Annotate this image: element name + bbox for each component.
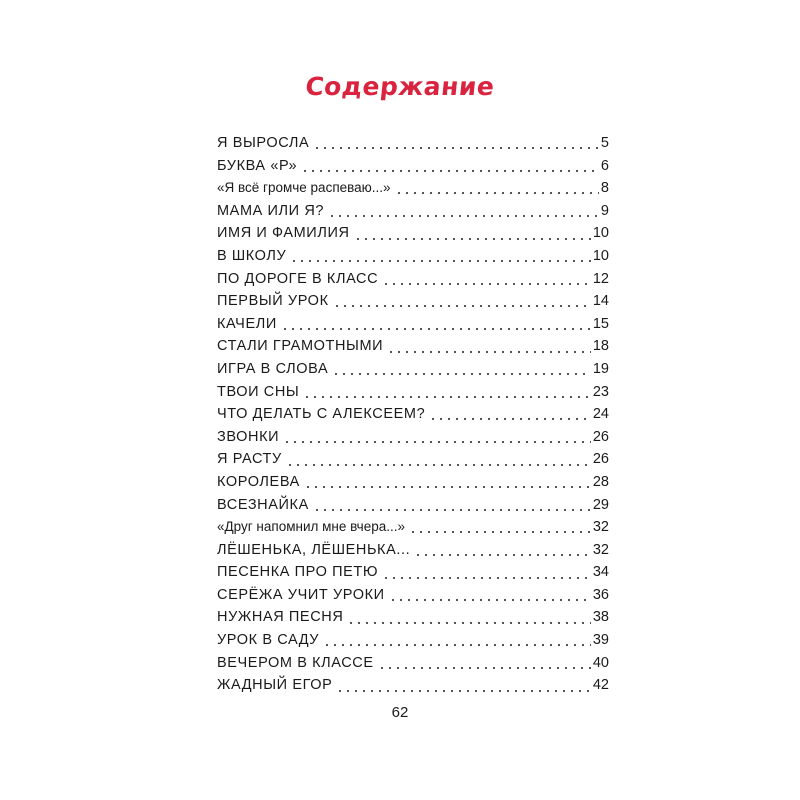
dot-leader: [336, 689, 590, 693]
toc-entry-page-number: 38: [592, 609, 609, 626]
toc-entry-title: ВЕЧЕРОМ В КЛАССЕ: [217, 654, 374, 671]
dot-leader: [313, 146, 599, 150]
toc-entry-title: СТАЛИ ГРАМОТНЫМИ: [217, 338, 384, 355]
toc-entry-title: Я РАСТУ: [217, 451, 282, 468]
toc-entry-title: «Друг напомнил мне вчера...»: [217, 519, 405, 535]
toc-entry-title: ЖАДНЫЙ ЕГОР: [217, 677, 333, 694]
toc-entry-page-number: 36: [592, 586, 609, 603]
toc-entry: [217, 426, 609, 449]
toc-entry-title: ЗВОНКИ: [217, 428, 280, 445]
toc-entry-page-number: 32: [592, 519, 609, 536]
dot-leader: [382, 282, 591, 286]
dot-leader: [313, 508, 591, 512]
toc-entry-page-number: 34: [592, 564, 609, 581]
toc-entry-title: ТВОИ СНЫ: [217, 383, 300, 400]
toc-entry: [217, 313, 609, 336]
toc-entry-page-number: 8: [600, 180, 609, 197]
toc-entry: [217, 290, 609, 313]
toc-entry-page-number: 26: [592, 451, 609, 468]
dot-leader: [354, 237, 591, 241]
toc-entry-page-number: 5: [600, 135, 609, 151]
toc-entry-title: ИМЯ И ФАМИЛИЯ: [217, 225, 350, 242]
toc-entry-page-number: 39: [592, 632, 609, 649]
page-title: Содержание: [303, 72, 497, 101]
dot-leader: [304, 485, 591, 489]
toc-entry: [217, 448, 609, 471]
toc-entry: [217, 471, 609, 494]
toc-entry: [217, 155, 609, 178]
toc-entry-page-number: 6: [600, 157, 609, 174]
dot-leader: [395, 191, 599, 195]
toc-entry: [217, 177, 609, 200]
toc-entry-title: ЧТО ДЕЛАТЬ С АЛЕКСЕЕМ?: [217, 406, 426, 423]
toc-entry-title: ПЕСЕНКА ПРО ПЕТЮ: [217, 564, 379, 581]
toc-entry: [217, 539, 609, 562]
toc-entry-page-number: 26: [592, 428, 609, 445]
toc-entry: [217, 629, 609, 652]
toc-entry-title: ЛЁШЕНЬКА, ЛЁШЕНЬКА...: [217, 541, 411, 558]
toc-entry: [217, 674, 609, 697]
toc-entry-title: КАЧЕЛИ: [217, 315, 277, 332]
toc-entry: [217, 268, 609, 291]
toc-entry-title: ПО ДОРОГЕ В КЛАСС: [217, 270, 379, 287]
dot-leader: [323, 643, 591, 647]
toc-entry-page-number: 15: [592, 315, 609, 332]
toc-entry-page-number: 42: [592, 677, 609, 694]
toc-entry-page-number: 23: [592, 383, 609, 400]
dot-leader: [281, 327, 591, 331]
toc-entry: [217, 358, 609, 381]
toc-entry-title: ВСЕЗНАЙКА: [217, 496, 309, 513]
toc-entry: [217, 561, 609, 584]
toc-entry-title: ПЕРВЫЙ УРОК: [217, 293, 329, 310]
dot-leader: [429, 417, 591, 421]
dot-leader: [387, 350, 591, 354]
toc-entry: [217, 381, 609, 404]
toc-entry-page-number: 32: [592, 541, 609, 558]
toc-entry: [217, 132, 609, 155]
toc-entry: [217, 606, 609, 629]
toc-entry-title: НУЖНАЯ ПЕСНЯ: [217, 609, 344, 626]
toc-entry-page-number: 28: [592, 473, 609, 490]
toc-entry: [217, 245, 609, 268]
dot-leader: [332, 372, 591, 376]
toc-entry-page-number: 29: [592, 496, 609, 513]
toc-entry: [217, 652, 609, 675]
dot-leader: [378, 666, 591, 670]
toc-entry-title: «Я всё громче распеваю...»: [217, 180, 391, 196]
dot-leader: [283, 440, 591, 444]
toc-entry-page-number: 14: [592, 293, 609, 310]
table-of-contents: [217, 132, 609, 697]
dot-leader: [286, 463, 591, 467]
toc-entry-page-number: 19: [592, 360, 609, 377]
toc-entry-page-number: 24: [592, 406, 609, 423]
dot-leader: [409, 530, 591, 534]
toc-entry-title: Я ВЫРОСЛА: [217, 135, 310, 151]
toc-entry-title: БУКВА «Р»: [217, 157, 298, 174]
dot-leader: [414, 553, 591, 557]
toc-entry: [217, 494, 609, 517]
dot-leader: [290, 259, 591, 263]
dot-leader: [333, 304, 591, 308]
toc-entry-page-number: 40: [592, 654, 609, 671]
dot-leader: [303, 395, 591, 399]
toc-entry: [217, 200, 609, 223]
toc-entry: [217, 584, 609, 607]
toc-entry-page-number: 10: [592, 247, 609, 264]
dot-leader: [347, 621, 590, 625]
toc-entry-title: СЕРЁЖА УЧИТ УРОКИ: [217, 586, 385, 603]
dot-leader: [328, 214, 599, 218]
toc-entry: [217, 403, 609, 426]
toc-entry: [217, 335, 609, 358]
dot-leader: [301, 169, 599, 173]
toc-entry: [217, 222, 609, 245]
toc-entry: [217, 516, 609, 539]
toc-entry-title: МАМА ИЛИ Я?: [217, 202, 325, 219]
toc-entry-title: ИГРА В СЛОВА: [217, 360, 329, 377]
dot-leader: [382, 576, 591, 580]
dot-leader: [389, 598, 591, 602]
toc-entry-page-number: 12: [592, 270, 609, 287]
toc-entry-title: КОРОЛЕВА: [217, 473, 300, 490]
toc-entry-page-number: 9: [600, 202, 609, 219]
toc-entry-title: УРОК В САДУ: [217, 632, 320, 649]
page-number: 62: [391, 704, 409, 721]
toc-entry-page-number: 18: [592, 338, 609, 355]
toc-entry-title: В ШКОЛУ: [217, 247, 287, 264]
toc-entry-page-number: 10: [592, 225, 609, 242]
